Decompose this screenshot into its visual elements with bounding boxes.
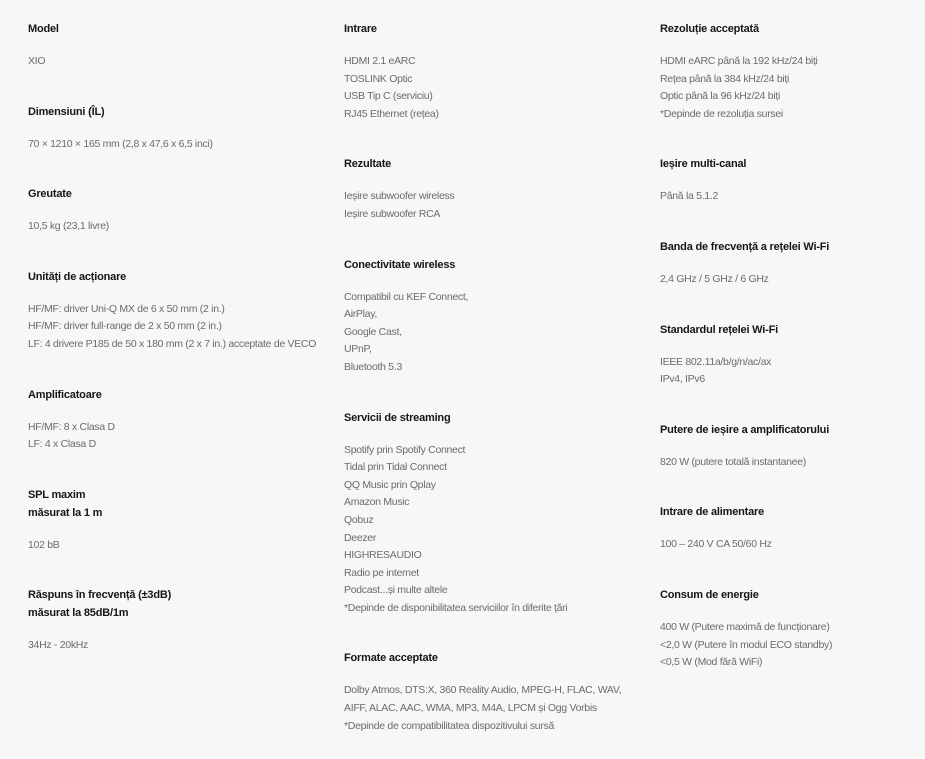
spec-values — [660, 53, 920, 123]
spec-title — [28, 185, 328, 203]
spec-values — [28, 136, 328, 154]
spec-frequency-response — [28, 586, 328, 655]
spec-title — [28, 20, 328, 38]
spec-title — [28, 268, 328, 286]
spec-values — [344, 682, 644, 735]
spec-value: RJ45 Ethernet (rețea) — [344, 107, 439, 120]
spec-wifi-standard — [660, 321, 920, 389]
spec-values — [344, 442, 644, 618]
spec-value: HIGHRESAUDIO — [344, 549, 422, 562]
spec-values — [344, 53, 644, 123]
spec-title — [344, 155, 644, 173]
spec-title — [660, 155, 920, 173]
spec-title — [344, 409, 644, 427]
spec-title-line: Intrare de alimentare — [660, 506, 765, 519]
spec-title-line: Ieșire multi-canal — [660, 158, 747, 171]
spec-title — [28, 386, 328, 404]
spec-amplifiers — [28, 386, 328, 454]
spec-value: 400 W (Putere maximă de funcționare) — [660, 620, 830, 633]
spec-title-line: Formate acceptate — [344, 652, 438, 665]
spec-value: 70 × 1210 × 165 mm (2,8 x 47,6 x 6,5 inci) — [28, 137, 213, 150]
spec-value: *Depinde de compatibilitatea dispozitivului sursă — [344, 719, 555, 732]
spec-title — [660, 421, 920, 439]
spec-title-line: Rezoluție acceptată — [660, 23, 759, 35]
spec-title-line: SPL maxim — [28, 488, 86, 501]
spec-outputs — [344, 155, 644, 223]
spec-wireless-connectivity — [344, 256, 644, 377]
spec-title-line: Dimensiuni (ÎL) — [28, 105, 105, 118]
spec-value: HDMI eARC până la 192 kHz/24 biți — [660, 55, 818, 67]
spec-value: LF: 4 drivere P185 de 50 x 180 mm (2 x 7 in.) acceptate de VECO — [28, 337, 317, 350]
spec-value: 2,4 GHz / 5 GHz / 6 GHz — [660, 272, 769, 285]
spec-value: Qobuz — [344, 513, 374, 526]
spec-value: XIO — [28, 55, 46, 67]
spec-power-input — [660, 503, 920, 554]
spec-model — [28, 20, 328, 71]
spec-title-line: Intrare — [344, 23, 377, 35]
spec-values — [660, 619, 920, 672]
spec-values — [660, 354, 920, 389]
spec-title-line: Conectivitate wireless — [344, 258, 456, 271]
spec-value: LF: 4 x Clasa D — [28, 438, 96, 451]
spec-value: HF/MF: 8 x Clasa D — [28, 420, 115, 433]
spec-value: <2,0 W (Putere în modul ECO standby) — [660, 638, 833, 651]
spec-value: AirPlay, — [344, 308, 377, 321]
spec-weight — [28, 185, 328, 236]
spec-title — [344, 20, 644, 38]
spec-values — [660, 271, 920, 289]
spec-max-spl — [28, 486, 328, 555]
spec-values — [28, 637, 328, 655]
spec-column-1 — [28, 20, 328, 655]
spec-wifi-band — [660, 238, 920, 289]
spec-value: TOSLINK Optic — [344, 72, 413, 85]
spec-values — [28, 419, 328, 454]
spec-supported-resolution — [660, 20, 920, 123]
spec-value: HF/MF: driver full-range de 2 x 50 mm (2 in.) — [28, 320, 222, 333]
spec-values — [660, 454, 920, 472]
spec-value: IPv4, IPv6 — [660, 373, 705, 386]
spec-title-line: Standardul rețelei Wi-Fi — [660, 323, 778, 336]
spec-value: 10,5 kg (23,1 livre) — [28, 220, 109, 233]
spec-title — [28, 586, 328, 622]
spec-title-line: Rezultate — [344, 158, 392, 171]
spec-value: 820 W (putere totală instantanee) — [660, 455, 806, 468]
spec-value: <0,5 W (Mod fără WiFi) — [660, 656, 763, 669]
spec-streaming-services — [344, 409, 644, 618]
spec-title — [28, 103, 328, 121]
spec-title-line: măsurat la 85dB/1m — [28, 607, 129, 620]
spec-title — [660, 20, 920, 38]
spec-title — [660, 586, 920, 604]
spec-title-line: Model — [28, 23, 59, 35]
spec-column-2 — [344, 20, 644, 735]
spec-value: Spotify prin Spotify Connect — [344, 443, 466, 456]
spec-values — [28, 537, 328, 555]
spec-value: Podcast...și multe altele — [344, 584, 448, 597]
spec-title-line: Banda de frecvență a rețelei Wi-Fi — [660, 240, 830, 253]
spec-title — [28, 486, 328, 522]
spec-value: HDMI 2.1 eARC — [344, 55, 416, 67]
spec-value: HF/MF: driver Uni-Q MX de 6 x 50 mm (2 in.) — [28, 302, 225, 315]
spec-value: 100 – 240 V CA 50/60 Hz — [660, 538, 772, 551]
spec-value: Bluetooth 5.3 — [344, 360, 402, 373]
spec-values — [28, 218, 328, 236]
spec-value: Ieșire subwoofer RCA — [344, 207, 441, 220]
spec-value: IEEE 802.11a/b/g/n/ac/ax — [660, 355, 772, 368]
spec-amplifier-output-power — [660, 421, 920, 472]
spec-title — [344, 649, 644, 667]
spec-value: UPnP, — [344, 343, 372, 356]
spec-value: AIFF, ALAC, AAC, WMA, MP3, M4A, LPCM și Ogg Vorbis — [344, 702, 597, 715]
spec-value: Google Cast, — [344, 325, 402, 338]
spec-title-line: Amplificatoare — [28, 388, 102, 401]
spec-values — [660, 188, 920, 206]
spec-value: Rețea până la 384 kHz/24 biți — [660, 72, 790, 85]
spec-values — [660, 536, 920, 554]
spec-value: QQ Music prin Qplay — [344, 478, 436, 491]
spec-values — [344, 289, 644, 377]
spec-title-line: Consum de energie — [660, 588, 759, 601]
spec-column-3 — [660, 20, 920, 672]
spec-power-consumption — [660, 586, 920, 672]
spec-title-line: Servicii de streaming — [344, 411, 451, 424]
spec-title — [660, 503, 920, 521]
spec-value: USB Tip C (serviciu) — [344, 90, 433, 103]
spec-title — [344, 256, 644, 274]
spec-title — [660, 321, 920, 339]
spec-value: *Depinde de disponibilitatea serviciilor în diferite țări — [344, 601, 568, 614]
spec-drivers — [28, 268, 328, 354]
spec-value: Compatibil cu KEF Connect, — [344, 290, 469, 303]
spec-title-line: Unități de acționare — [28, 270, 127, 283]
spec-value: Radio pe internet — [344, 566, 419, 579]
spec-value: 34Hz - 20kHz — [28, 639, 89, 652]
spec-value: Dolby Atmos, DTS:X, 360 Reality Audio, MPEG-H, FLAC, WAV, — [344, 684, 622, 697]
spec-value: Optic până la 96 kHz/24 biți — [660, 90, 781, 103]
spec-values — [28, 301, 328, 354]
spec-title — [660, 238, 920, 256]
spec-value: *Depinde de rezoluția sursei — [660, 107, 783, 120]
spec-title-line: Putere de ieșire a amplificatorului — [660, 423, 830, 436]
spec-value: Tidal prin Tidal Connect — [344, 461, 447, 474]
spec-multichannel-output — [660, 155, 920, 206]
spec-value: 102 bB — [28, 538, 60, 551]
spec-values — [28, 53, 328, 71]
spec-title-line: Răspuns în frecvență (±3dB) — [28, 589, 172, 602]
spec-input — [344, 20, 644, 123]
spec-title-line: măsurat la 1 m — [28, 506, 103, 519]
spec-title-line: Greutate — [28, 188, 72, 201]
spec-supported-formats — [344, 649, 644, 735]
spec-value: Până la 5.1.2 — [660, 190, 718, 203]
spec-dimensions — [28, 103, 328, 154]
spec-value: Ieșire subwoofer wireless — [344, 190, 455, 203]
spec-value: Deezer — [344, 531, 377, 544]
spec-value: Amazon Music — [344, 496, 410, 509]
spec-values — [344, 188, 644, 223]
